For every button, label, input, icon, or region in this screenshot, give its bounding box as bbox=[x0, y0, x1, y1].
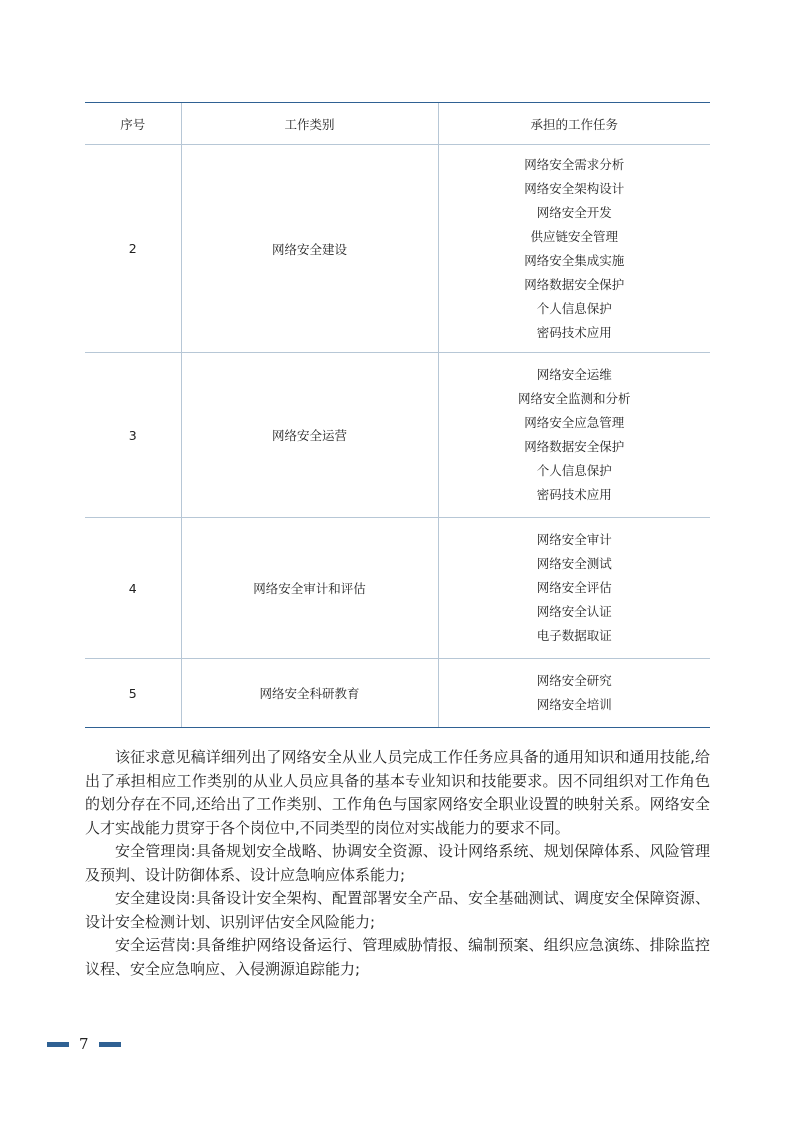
task-item: 网络安全运维 bbox=[536, 367, 612, 382]
task-list bbox=[439, 363, 711, 507]
table-row bbox=[85, 353, 710, 518]
task-list bbox=[439, 669, 711, 717]
task-item: 网络数据安全保护 bbox=[524, 276, 625, 292]
row-serial: 2 bbox=[85, 145, 181, 353]
row-category: 网络安全运营 bbox=[181, 353, 438, 518]
row-tasks bbox=[438, 353, 710, 518]
task-item: 网络安全应急管理 bbox=[524, 415, 625, 430]
paragraph-operations-post: 安全运营岗:具备维护网络设备运行、管理威胁情报、编制预案、组织应急演练、排除监控议程、安全应急响应、入侵溯源追踪能力; bbox=[85, 936, 710, 978]
row-serial: 3 bbox=[85, 353, 181, 518]
task-item: 供应链安全管理 bbox=[530, 228, 618, 244]
row-tasks bbox=[438, 518, 710, 659]
body-text bbox=[85, 746, 710, 981]
paragraph-intro: 该征求意见稿详细列出了网络安全从业人员完成工作任务应具备的通用知识和通用技能,给出了承担相应工作类别的从业人员应具备的基本专业知识和技能要求。因不同组织对工作角色的划分存在不同,还给出了工作类别、工作角色与国家网络安全职业设置的映射关系。网络安全人才实战能力贯穿于各个岗位中,不同类型的岗位对实战能力的要求不同。 bbox=[85, 748, 710, 837]
task-list bbox=[439, 153, 711, 345]
row-tasks bbox=[438, 145, 710, 353]
work-task-table bbox=[85, 102, 710, 728]
task-item: 网络安全需求分析 bbox=[524, 156, 625, 172]
task-item: 网络数据安全保护 bbox=[524, 439, 625, 454]
task-item: 网络安全开发 bbox=[536, 204, 612, 220]
row-serial: 4 bbox=[85, 518, 181, 659]
task-item: 网络安全评估 bbox=[536, 580, 612, 595]
table-header-row bbox=[85, 103, 710, 145]
task-item: 个人信息保护 bbox=[536, 463, 612, 478]
row-category: 网络安全建设 bbox=[181, 145, 438, 353]
paragraph-management-post: 安全管理岗:具备规划安全战略、协调安全资源、设计网络系统、规划保障体系、风险管理及预判、设计防御体系、设计应急响应体系能力; bbox=[85, 842, 710, 884]
row-serial: 5 bbox=[85, 659, 181, 728]
task-item: 网络安全测试 bbox=[536, 556, 612, 571]
task-item: 密码技术应用 bbox=[536, 324, 612, 340]
header-serial: 序号 bbox=[85, 103, 181, 145]
footer-bar-right bbox=[99, 1042, 121, 1047]
table-row bbox=[85, 145, 710, 353]
task-list bbox=[439, 528, 711, 648]
task-item: 个人信息保护 bbox=[536, 300, 612, 316]
page-footer bbox=[47, 1033, 121, 1055]
table-row bbox=[85, 659, 710, 728]
paragraph-construction-post: 安全建设岗:具备设计安全架构、配置部署安全产品、安全基础测试、调度安全保障资源、设计安全检测计划、识别评估安全风险能力; bbox=[85, 889, 710, 931]
task-item: 网络安全认证 bbox=[536, 604, 612, 619]
row-category: 网络安全科研教育 bbox=[181, 659, 438, 728]
task-item: 网络安全架构设计 bbox=[524, 180, 625, 196]
task-item: 电子数据取证 bbox=[536, 628, 612, 643]
table-row bbox=[85, 518, 710, 659]
task-item: 密码技术应用 bbox=[536, 487, 612, 502]
task-item: 网络安全集成实施 bbox=[524, 252, 625, 268]
row-tasks bbox=[438, 659, 710, 728]
task-item: 网络安全研究 bbox=[536, 673, 612, 688]
header-category: 工作类别 bbox=[181, 103, 438, 145]
row-category: 网络安全审计和评估 bbox=[181, 518, 438, 659]
task-item: 网络安全培训 bbox=[536, 697, 612, 712]
task-item: 网络安全监测和分析 bbox=[517, 391, 631, 406]
page-number: 7 bbox=[79, 1035, 89, 1053]
header-tasks: 承担的工作任务 bbox=[438, 103, 710, 145]
task-item: 网络安全审计 bbox=[536, 532, 612, 547]
task-table-container bbox=[85, 102, 710, 728]
footer-bar-left bbox=[47, 1042, 69, 1047]
